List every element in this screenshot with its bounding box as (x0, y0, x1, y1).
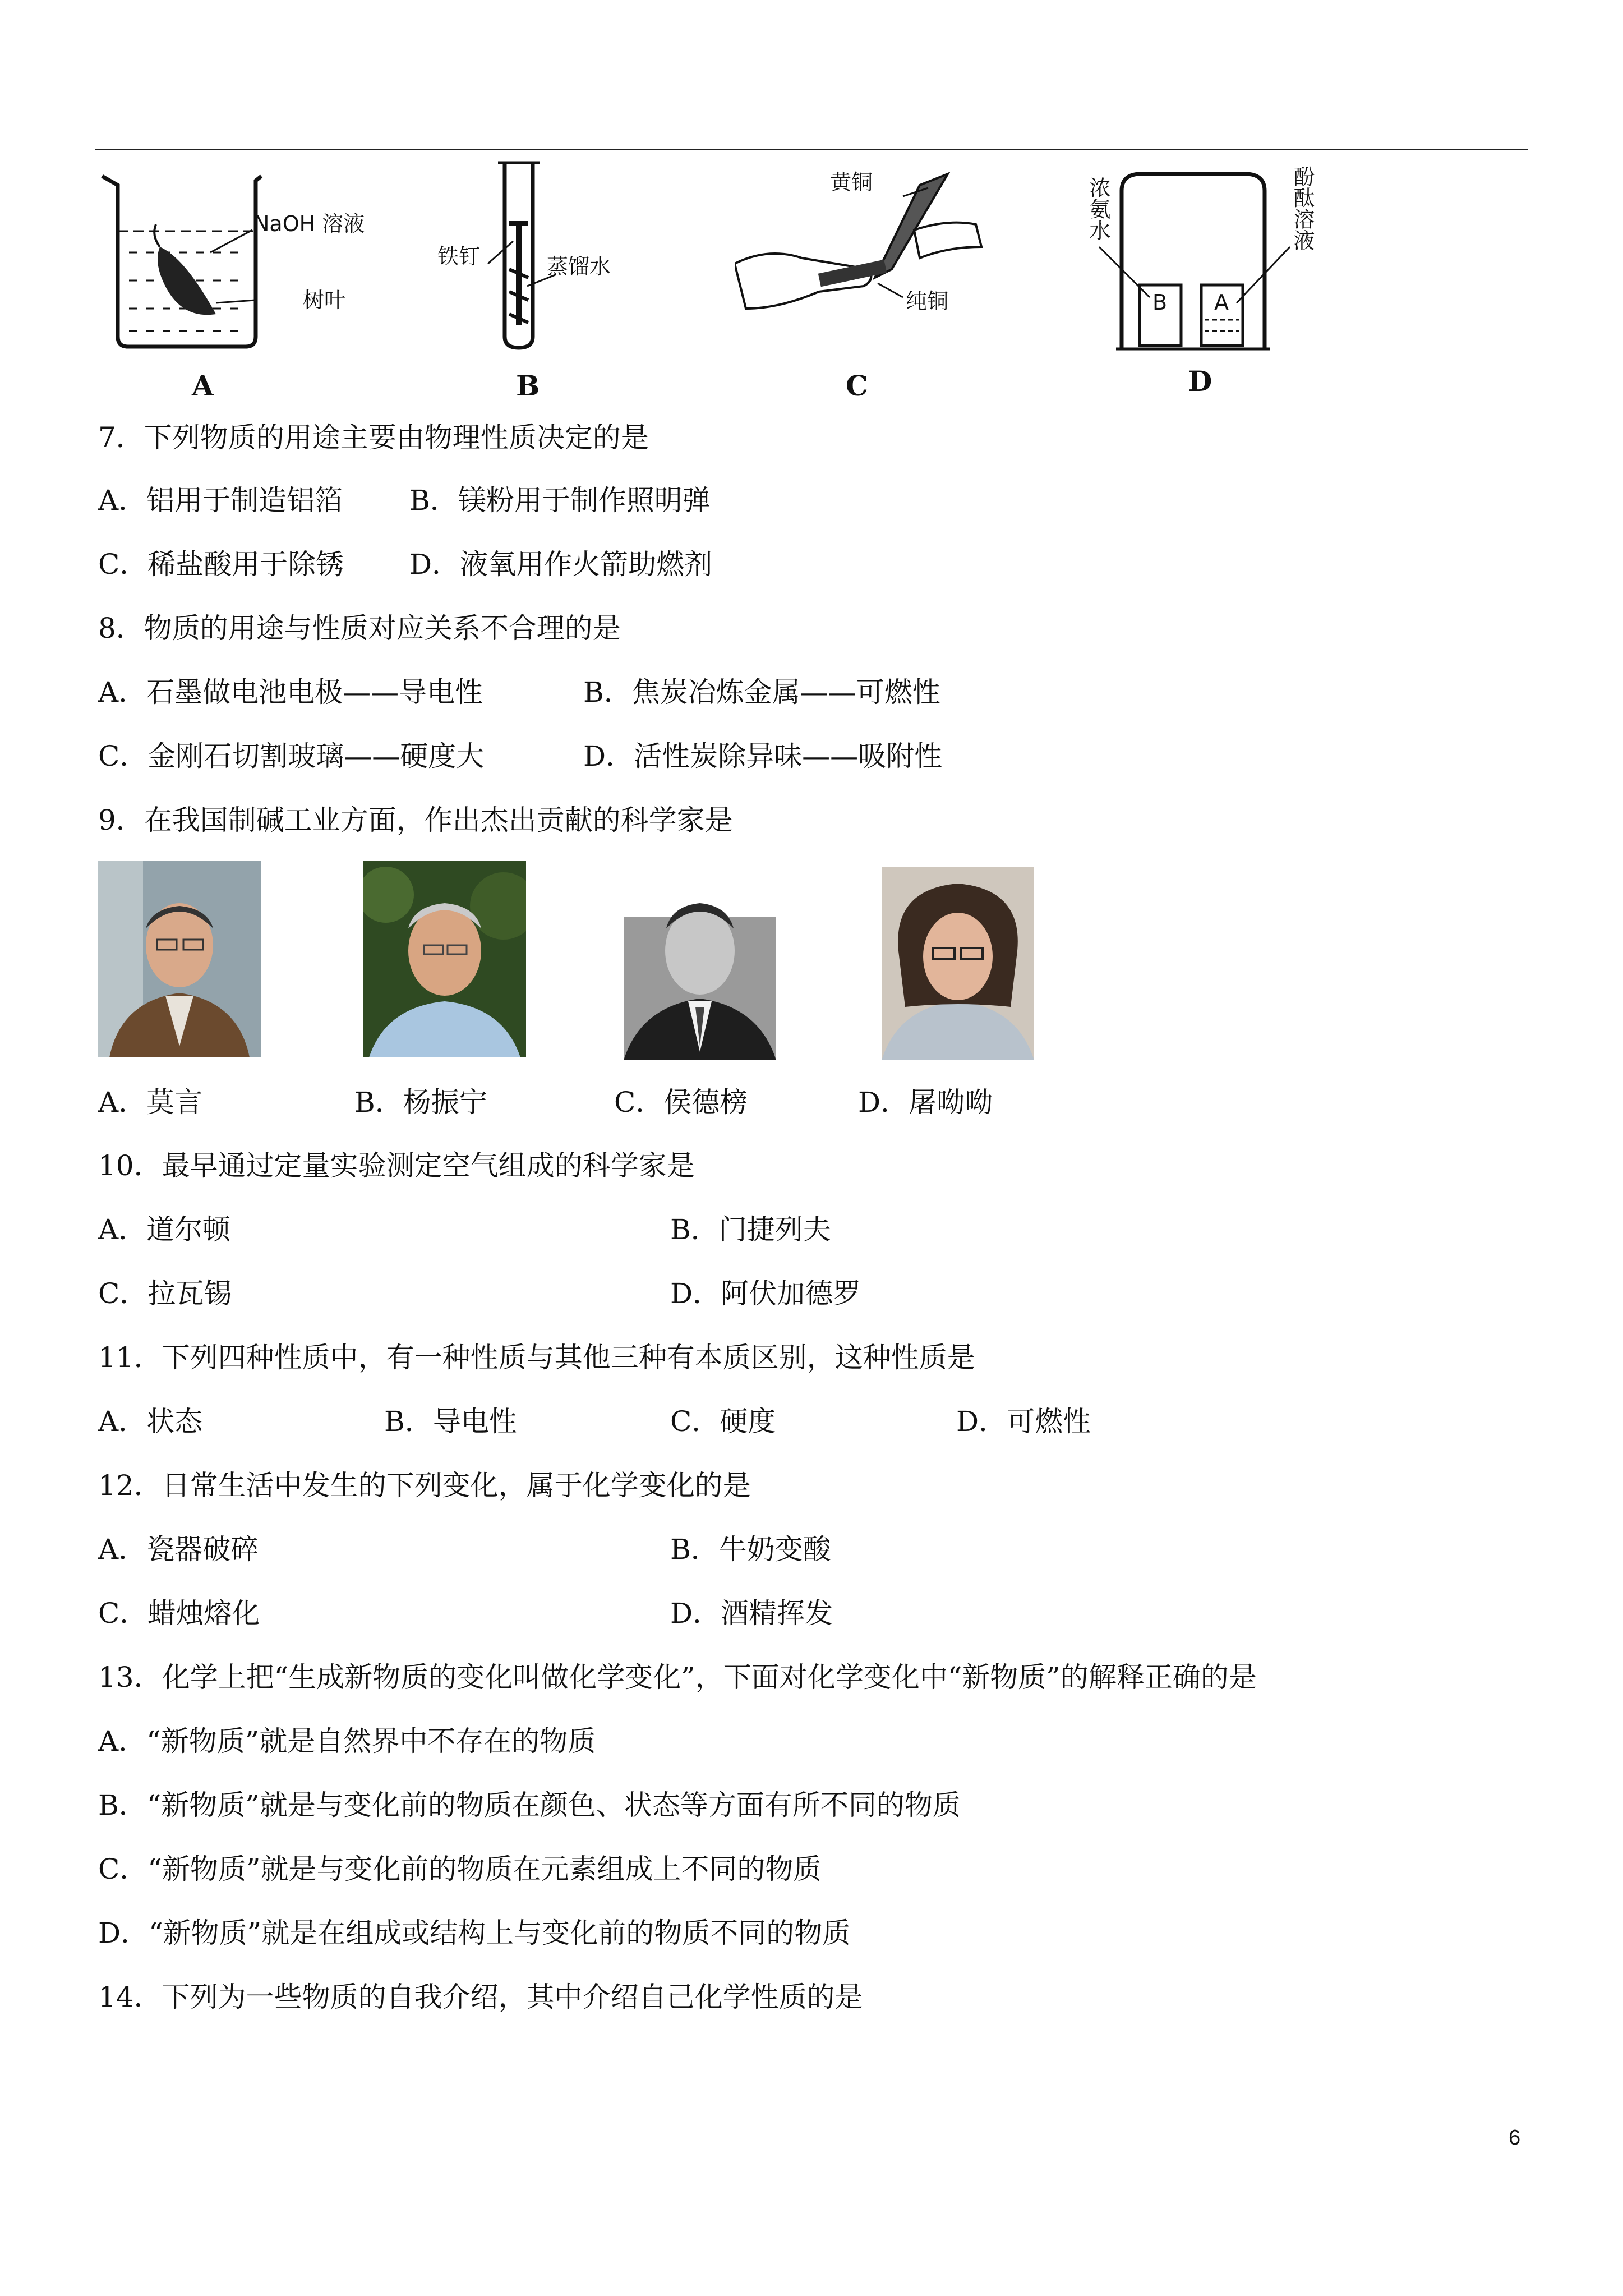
figure-a-beaker (95, 168, 409, 404)
q11-stem: 11．下列四种性质中，有一种性质与其他三种有本质区别，这种性质是 (98, 1341, 975, 1374)
photo-hou-debang (624, 867, 776, 1060)
q8-option-b: B．焦炭冶炼金属——可燃性 (583, 676, 940, 708)
q12-option-c: C．蜡烛熔化 (98, 1597, 260, 1630)
q10-option-c: C．拉瓦锡 (98, 1277, 232, 1310)
label-distilled-water: 蒸馏水 (547, 254, 611, 279)
figure-d-caption: D (1188, 365, 1212, 398)
q7-option-b: B．镁粉用于制作照明弹 (409, 484, 711, 517)
q7-option-c: C．稀盐酸用于除锈 (98, 548, 344, 581)
q13-option-a: A．“新物质”就是自然界中不存在的物质 (98, 1725, 596, 1757)
photo-yang-zhenning (363, 861, 526, 1057)
beaker-b-label: B (1152, 290, 1168, 315)
label-brass: 黄铜 (830, 170, 873, 195)
q12-stem: 12．日常生活中发生的下列变化，属于化学变化的是 (98, 1469, 751, 1502)
q9-option-a: A．莫言 (98, 1086, 203, 1119)
q13-option-d: D．“新物质”就是在组成或结构上与变化前的物质不同的物质 (98, 1917, 851, 1949)
photo-tu-youyou (882, 867, 1034, 1060)
q8-option-d: D．活性炭除异味——吸附性 (583, 740, 943, 772)
q8-option-a: A．石墨做电池电极——导电性 (98, 676, 483, 708)
label-iron-nail: 铁钉 (437, 244, 481, 269)
q13-option-b: B．“新物质”就是与变化前的物质在颜色、状态等方面有所不同的物质 (98, 1789, 961, 1821)
figure-d-bell-jar (1077, 157, 1335, 359)
label-phenolphthalein: 酚酞溶液 (1290, 165, 1315, 251)
label-leaf: 树叶 (303, 288, 346, 312)
q7-stem: 7．下列物质的用途主要由物理性质决定的是 (98, 421, 649, 454)
beaker-a-label: A (1214, 290, 1229, 315)
q12-option-b: B．牛奶变酸 (670, 1533, 831, 1566)
header-rule (95, 149, 1528, 150)
q10-option-d: D．阿伏加德罗 (670, 1277, 861, 1310)
q10-option-b: B．门捷列夫 (670, 1213, 831, 1246)
q13-option-c: C．“新物质”就是与变化前的物质在元素组成上不同的物质 (98, 1853, 822, 1885)
label-naoh-solution: NaOH 溶液 (253, 211, 365, 236)
q14-stem: 14．下列为一些物质的自我介绍，其中介绍自己化学性质的是 (98, 1981, 863, 2013)
q7-option-a: A．铝用于制造铝箔 (98, 484, 343, 517)
label-pure-copper: 纯铜 (906, 289, 949, 314)
q11-option-d: D．可燃性 (956, 1405, 1091, 1438)
q13-stem: 13．化学上把“生成新物质的变化叫做化学变化”，下面对化学变化中“新物质”的解释正确的是 (98, 1661, 1257, 1694)
q8-stem: 8．物质的用途与性质对应关系不合理的是 (98, 612, 621, 645)
q10-stem: 10．最早通过定量实验测定空气组成的科学家是 (98, 1149, 695, 1182)
q7-option-d: D．液氧用作火箭助燃剂 (409, 548, 713, 581)
figure-a-caption: A (192, 369, 214, 402)
photo-mo-yan (98, 861, 261, 1057)
figure-c-caption: C (846, 369, 868, 402)
q9-option-c: C．侯德榜 (614, 1086, 748, 1119)
q8-option-c: C．金刚石切割玻璃——硬度大 (98, 740, 485, 772)
q9-stem: 9．在我国制碱工业方面，作出杰出贡献的科学家是 (98, 804, 733, 836)
q9-option-b: B．杨振宁 (354, 1086, 487, 1119)
q11-option-a: A．状态 (98, 1405, 203, 1438)
q10-option-a: A．道尔顿 (98, 1213, 231, 1246)
q9-option-d: D．屠呦呦 (858, 1086, 993, 1119)
q11-option-b: B．导电性 (384, 1405, 517, 1438)
figure-b-caption: B (516, 369, 540, 402)
q11-option-c: C．硬度 (670, 1405, 776, 1438)
page-number: 6 (1509, 2126, 1521, 2150)
q12-option-d: D．酒精挥发 (670, 1597, 833, 1630)
figure-b-test-tube (437, 157, 651, 359)
q12-option-a: A．瓷器破碎 (98, 1533, 259, 1566)
label-conc-ammonia: 浓氨水 (1086, 177, 1110, 241)
figure-c-hands (735, 163, 1004, 348)
